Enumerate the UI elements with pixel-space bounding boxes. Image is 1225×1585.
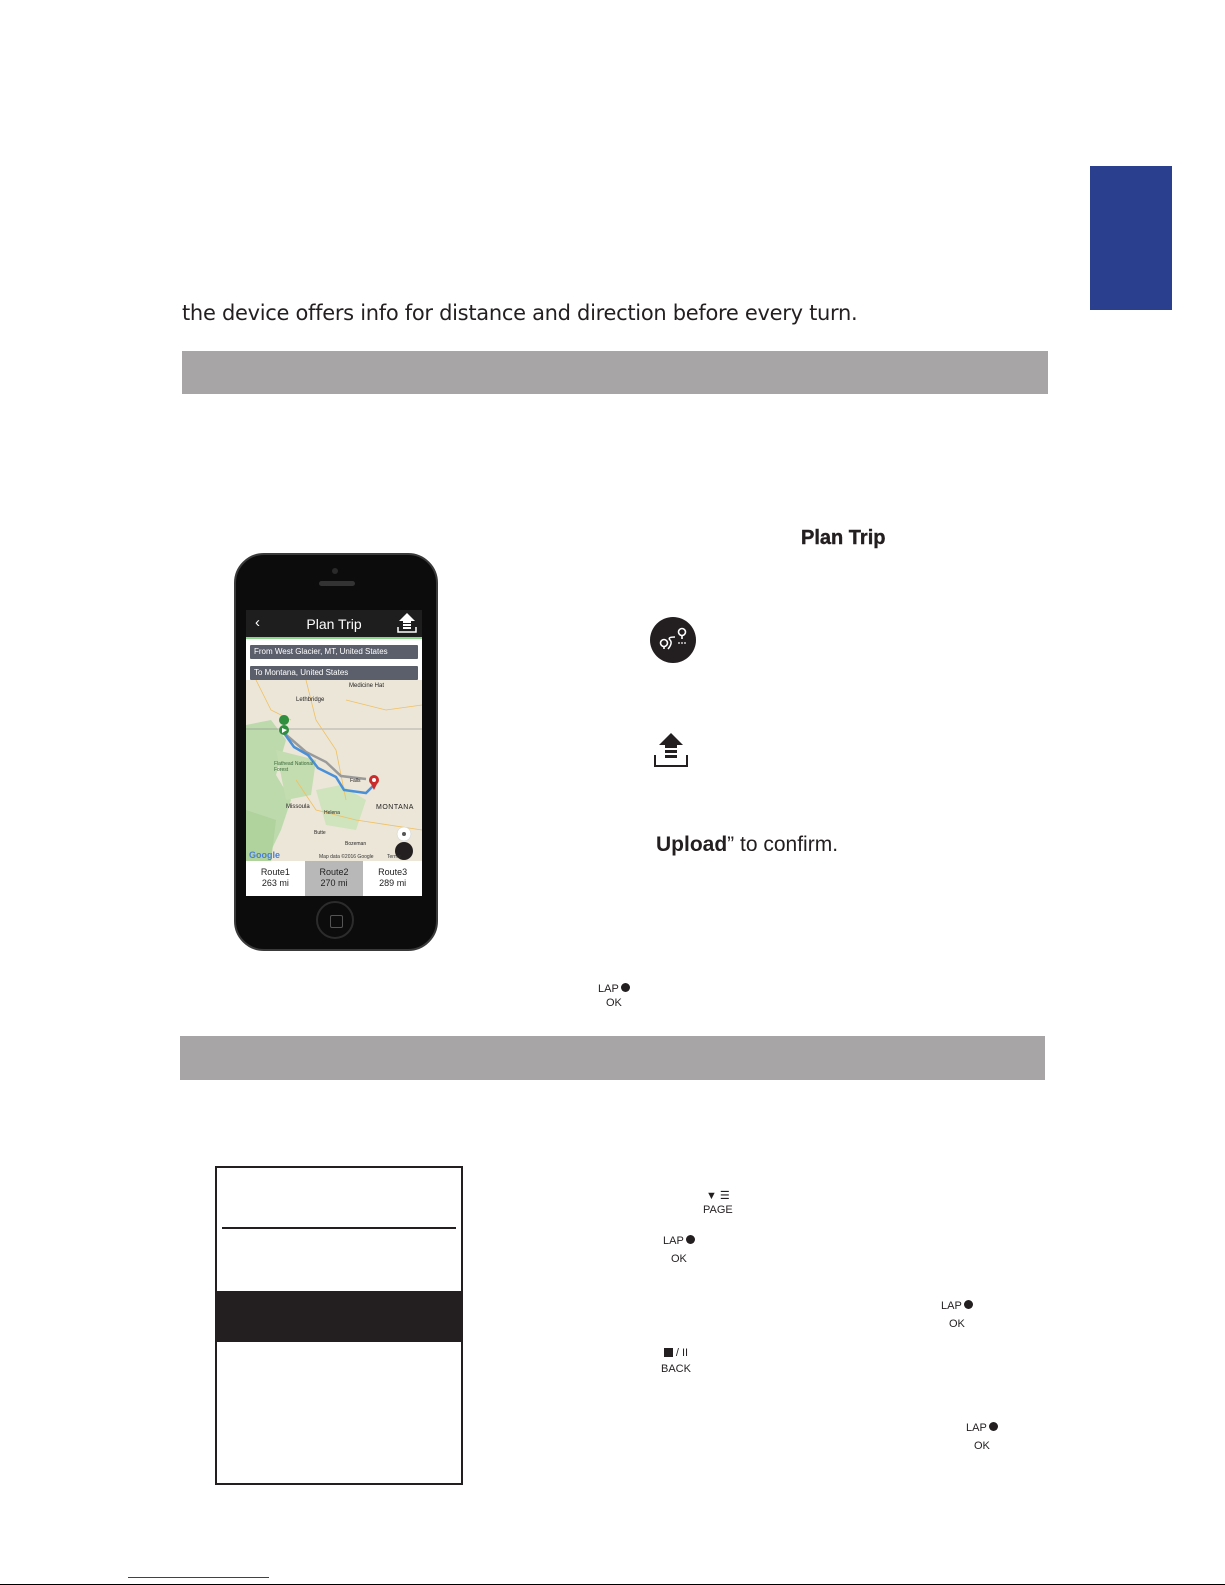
app-title: Plan Trip [306,616,362,632]
phone-mockup [234,553,438,951]
lap-label: LAP [663,1235,684,1247]
lap-dot-icon [989,1422,998,1431]
map-attribution: Map data ©2016 Google [319,854,374,860]
page-button-glyph [703,1189,733,1217]
lap-dot-icon [621,983,630,992]
map-label-lethbridge: Lethbridge [296,697,325,703]
back-button-glyph [661,1345,691,1377]
map-label-butte: Butte [314,830,326,836]
lap-ok-button-glyph-2 [663,1232,695,1268]
lap-ok-button-glyph-3 [941,1297,973,1333]
intro-text: the device offers info for distance and direction before every turn. [182,301,858,325]
route-distance: 289 mi [379,878,407,888]
route-option-2[interactable] [305,861,364,896]
lap-label: LAP [598,983,619,995]
lap-label: LAP [941,1300,962,1312]
route-name: Route1 [260,867,290,877]
map-label-helena: Helena [324,810,340,816]
footer-link-underline [128,1577,269,1578]
lap-label: LAP [966,1422,987,1434]
app-header [246,610,422,637]
route-name: Route2 [319,867,349,877]
device-screen [215,1166,463,1485]
page-symbol-icon: ▼ ☰ [705,1190,730,1202]
route-distance: 263 mi [261,878,289,888]
ok-label: OK [605,997,622,1009]
upload-icon-large [652,731,690,769]
header-divider [246,637,422,639]
map-label-bozeman: Bozeman [345,841,367,847]
back-icon[interactable]: ‹ [255,614,260,631]
map-label-medicine-hat: Medicine Hat [349,683,385,689]
ok-label: OK [973,1440,990,1452]
map-label-great-falls: Falls [350,778,361,784]
page-label: PAGE [703,1204,733,1216]
to-field[interactable]: To Montana, United States [250,666,418,680]
ok-label: OK [670,1253,687,1265]
route-options [246,861,422,896]
google-logo: Google [249,850,280,860]
plan-route-icon [650,617,696,663]
lap-dot-icon [964,1300,973,1309]
route-option-3[interactable] [363,861,422,896]
pause-symbol: / II [675,1347,689,1359]
map-label-missoula: Missoula [286,804,310,810]
phone-screen [246,610,422,896]
device-highlight-row [217,1291,461,1342]
section-header-bar-2 [180,1036,1045,1080]
route-map[interactable] [246,680,422,861]
device-divider [222,1227,456,1229]
phone-home-button [316,901,354,939]
route-option-1[interactable] [246,861,305,896]
upload-rest-text: ” to confirm. [727,833,839,856]
lap-ok-button-glyph-4 [966,1419,998,1455]
phone-camera [332,568,338,574]
route-distance: 270 mi [320,878,348,888]
plan-trip-label: Plan Trip [801,527,886,549]
stop-square-icon [664,1348,673,1357]
phone-speaker [319,581,355,586]
lap-ok-button-glyph [598,982,630,1010]
map-label-flathead: Flathead National Forest [274,761,314,773]
route-name: Route3 [378,867,408,877]
upload-bold-text: Upload [656,833,728,856]
upload-icon[interactable] [396,612,418,639]
back-label: BACK [661,1363,691,1375]
upload-confirm-text [656,833,838,857]
lap-dot-icon [686,1235,695,1244]
map-terms: Terms [387,854,401,860]
from-field[interactable]: From West Glacier, MT, United States [250,645,418,659]
chapter-tab [1090,166,1172,310]
section-header-bar [182,351,1048,394]
ok-label: OK [948,1318,965,1330]
map-label-montana: MONTANA [376,804,414,811]
